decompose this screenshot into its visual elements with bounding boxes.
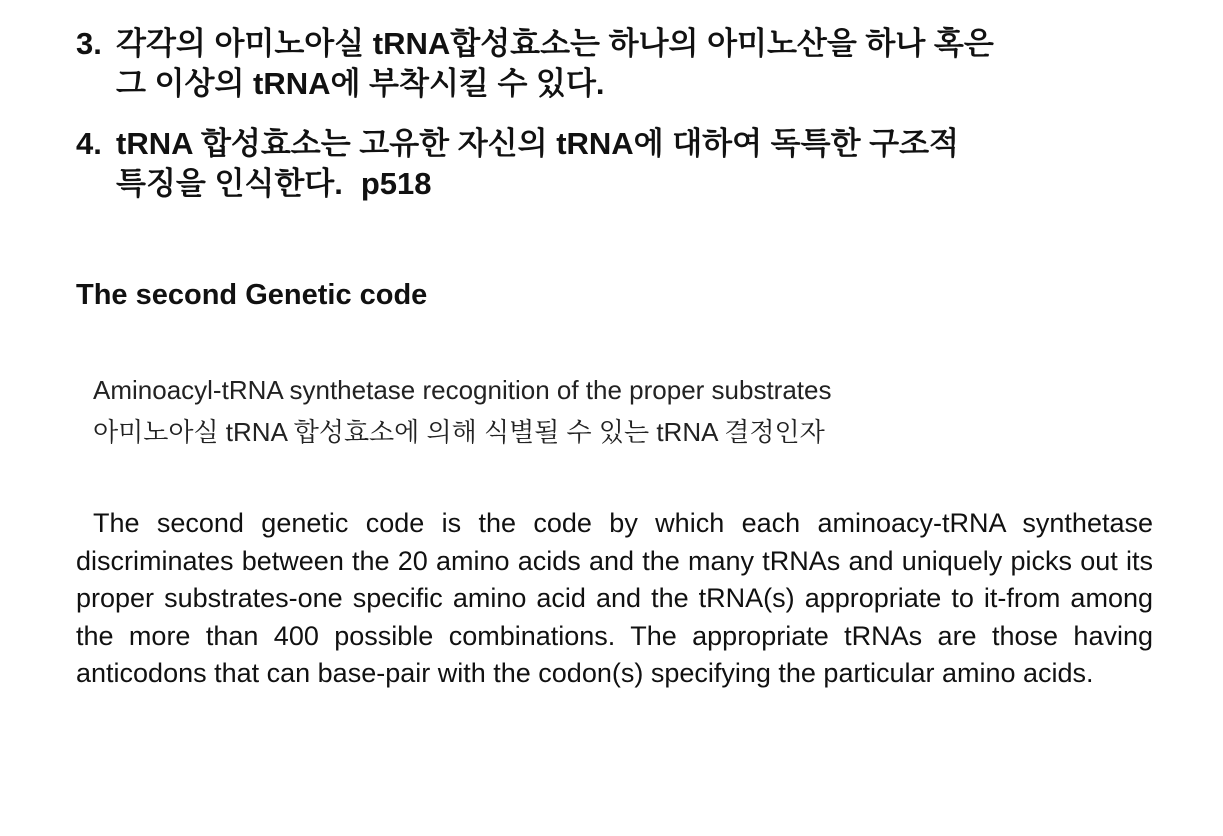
- section-heading: The second Genetic code: [76, 279, 428, 311]
- list-item-text-line1: 각각의 아미노아실 tRNA합성효소는 하나의 아미노산을 하나 혹은: [116, 26, 994, 61]
- list-item-number: 4.: [76, 126, 102, 161]
- list-item-4: [76, 124, 1166, 204]
- subtitle-korean: 아미노아실 tRNA 합성효소에 의해 식별될 수 있는 tRNA 결정인자: [93, 417, 825, 447]
- subtitle-block: [93, 369, 832, 453]
- list-item-text-line2: 특징을 인식한다.: [116, 166, 343, 201]
- body-paragraph: The second genetic code is the code by which each aminoacy-tRNA synthetase discriminates between the 20 amino acids and the many tRNAs and uniquely picks out its proper substrates-one specific amino acid and the tRNA(s) appropriate to it-from among the more than 400 possible combinations. The appropriate tRNAs are those having anticodons that can base-pair with the codon(s) specifying the particular amino acids.: [76, 508, 1153, 688]
- subtitle-english: Aminoacyl-tRNA synthetase recognition of the proper substrates: [93, 375, 832, 405]
- page-reference: p518: [360, 166, 432, 201]
- list-item-3: [76, 24, 1166, 104]
- list-item-number: 3.: [76, 26, 102, 61]
- list-item-text-line1: tRNA 합성효소는 고유한 자신의 tRNA에 대하여 독특한 구조적: [116, 126, 959, 161]
- list-item-text-line2: 그 이상의 tRNA에 부착시킬 수 있다.: [116, 66, 605, 101]
- list-item-line2-container: [76, 164, 1166, 204]
